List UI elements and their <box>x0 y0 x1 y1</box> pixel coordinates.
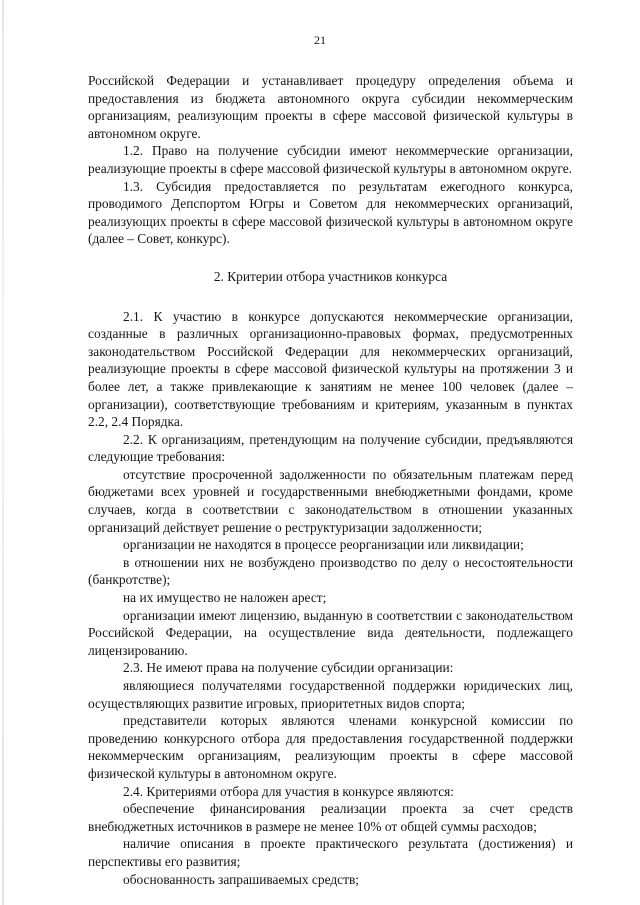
requirement-item: организации имеют лицензию, выданную в соответствии с законодательством Российской Федерации, на осуществление вида деятельности, подлежащего лицензированию. <box>88 607 573 658</box>
paragraph-2-2: 2.2. К организациям, претендующим на получение субсидии, предъявляются следующие требования: <box>88 431 573 465</box>
requirement-item: организации не находятся в процессе реорганизации или ликвидации; <box>123 537 524 553</box>
criteria-item: наличие описания в проекте практического результата (достижения) и перспективы его развития; <box>88 836 573 869</box>
scan-edge-shadow <box>2 0 4 905</box>
paragraph-continuation: Российской Федерации и устанавливает процедуру определения объема и предоставления из бюджета автономного округа субсидии некоммерческим организациям, реализующим проекты в сфере массовой физической культуры в автономном округе. <box>88 73 573 141</box>
paragraph-1-2: 1.2. Право на получение субсидии имеют некоммерческие организации, реализующие проекты в сфере массовой физической культуры в автономном округе. <box>88 143 573 176</box>
page-number: 21 <box>314 33 326 47</box>
paragraph-2-3: 2.3. Не имеют права на получение субсидии организации: <box>123 660 454 676</box>
exclusion-item: представители которых являются членами конкурсной комиссии по проведению конкурсного отбора для предоставления государственной поддержки некоммерческим организациям, реализующим проекты в сфере массовой физической культуры в автономном округе. <box>88 713 573 781</box>
exclusion-item: являющиеся получателями государственной поддержки юридических лиц, осуществляющих развитие игровых, приоритетных видов спорта; <box>88 678 573 711</box>
section-heading: 2. Критерии отбора участников конкурса <box>213 268 448 284</box>
paragraph-1-3: 1.3. Субсидия предоставляется по результатам ежегодного конкурса, проводимого Депспортом Югры и Советом для некоммерческих организаций, реализующих проекты в сфере массовой физической культуры в автономном округе (далее – Совет, конкурс). <box>88 178 573 247</box>
criteria-item: обеспечение финансирования реализации проекта за счет средств внебюджетных источников в размере не менее 10% от общей суммы расходов; <box>88 801 573 834</box>
requirement-item: в отношении них не возбуждено производство по делу о несостоятельности (банкротстве); <box>88 554 573 588</box>
requirement-item: отсутствие просроченной задолженности по обязательным платежам перед бюджетами всех уровней и государственными внебюджетными фондами, кроме случаев, когда в соответствии с законодательством в отношении указанных организаций действует решение о реструктуризации задолженности; <box>88 466 573 535</box>
paragraph-2-1: 2.1. К участию в конкурсе допускаются некоммерческие организации, созданные в различных организационно-правовых формах, предусмотренных законодательством Российской Федерации для некоммерческих организаций, реализующие проекты в сфере массовой физической культуры на протяжении 3 и более лет, а также привлекающие к занятиям не менее 100 человек (далее – организации), соответствующие требованиям и критериям, указанным в пунктах 2.2, 2.4 Порядка. <box>88 308 573 430</box>
document-body <box>88 72 573 888</box>
paragraph-2-4: 2.4. Критериями отбора для участия в конкурсе являются: <box>123 783 455 799</box>
requirement-item: на их имущество не наложен арест; <box>123 590 327 606</box>
criteria-item: обоснованность запрашиваемых средств; <box>123 871 359 887</box>
